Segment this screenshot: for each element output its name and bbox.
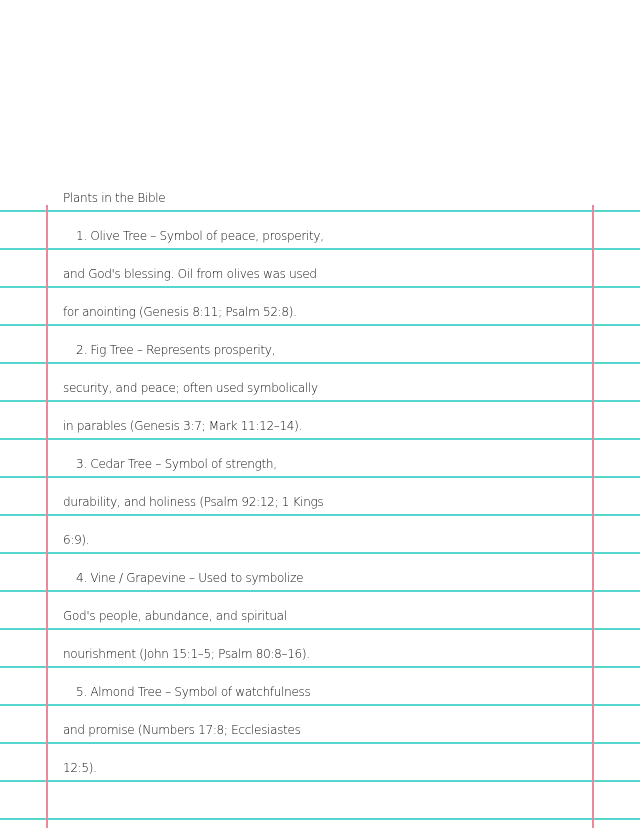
note-title: Plants in the Bible xyxy=(63,191,166,205)
left-margin-line xyxy=(46,205,48,828)
note-line: security, and peace; often used symbolically xyxy=(63,381,318,395)
note-line: and promise (Numbers 17:8; Ecclesiastes xyxy=(63,723,301,737)
note-line: 2. Fig Tree – Represents prosperity, xyxy=(76,343,276,357)
ruled-line xyxy=(0,818,640,820)
note-line: 12:5). xyxy=(63,761,97,775)
note-line: God's people, abundance, and spiritual xyxy=(63,609,287,623)
note-line: durability, and holiness (Psalm 92:12; 1 Kings xyxy=(63,495,324,509)
note-line: and God's blessing. Oil from olives was used xyxy=(63,267,317,281)
note-line: 3. Cedar Tree – Symbol of strength, xyxy=(76,457,277,471)
note-line: 1. Olive Tree – Symbol of peace, prosperity, xyxy=(76,229,324,243)
note-line: for anointing (Genesis 8:11; Psalm 52:8). xyxy=(63,305,297,319)
note-line: nourishment (John 15:1–5; Psalm 80:8–16). xyxy=(63,647,310,661)
note-line: in parables (Genesis 3:7; Mark 11:12–14). xyxy=(63,419,303,433)
note-line: 5. Almond Tree – Symbol of watchfulness xyxy=(76,685,311,699)
note-line: 4. Vine / Grapevine – Used to symbolize xyxy=(76,571,304,585)
note-line: 6:9). xyxy=(63,533,90,547)
